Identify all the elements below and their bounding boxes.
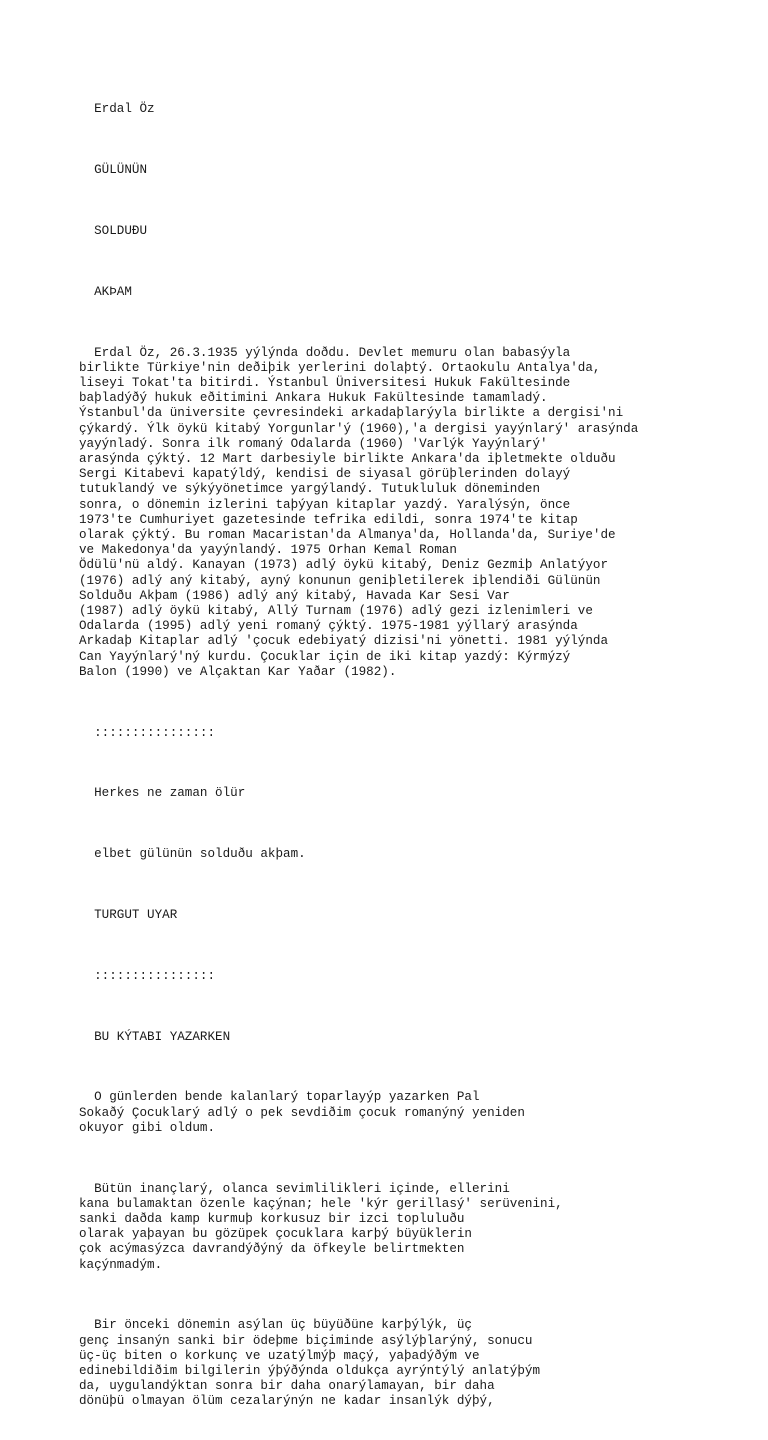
epigraph-line-1: Herkes ne zaman ölür bbox=[79, 786, 246, 801]
title-line-3: AKÞAM bbox=[79, 284, 132, 299]
author-name: Erdal Öz bbox=[79, 102, 155, 117]
title-line-1: GÜLÜNÜN bbox=[79, 163, 148, 178]
section-heading: BU KÝTABI YAZARKEN bbox=[79, 1029, 231, 1044]
author-biography: Erdal Öz, 26.3.1935 yýlýnda doðdu. Devlet memuru olan babasýyla birlikte Türkiye'nin deðiþik yerlerini dolaþtý. Ortaokulu Antalya'da, liseyi Tokat'ta bitirdi. Ýstanbul Üniversitesi Hukuk Fakültesinde baþladýðý hukuk eðitimini Ankara Hukuk Fakültesinde tamamladý. Ýstanbul'da üniversite çevresindeki arkadaþlarýyla birlikte a dergisi'ni çýkardý. Ýlk öykü kitabý Yorgunlar'ý (1960),'a dergisi yayýnlarý' arasýnda yayýnladý. Sonra ilk romaný Odalarda (1960) 'Varlýk Yayýnlarý' arasýnda çýktý. 12 Mart darbesiyle birlikte Ankara'da iþletmekte olduðu Sergi Kitabevi kapatýldý, kendisi de siyasal görüþlerinden dolayý tutuklandý ve sýkýyönetimce yargýlandý. Tutukluluk döneminden sonra, o dönemin izlerini taþýyan kitaplar yazdý. Yaralýsýn, önce 1973'te Cumhuriyet gazetesinde tefrika edildi, sonra 1974'te kitap olarak çýktý. Bu roman Macaristan'da Almanya'da, Hollanda'da, Suriye'de ve Makedonya'da yayýnlandý. 1975 Orhan Kemal Roman Ödülü'nü aldý. Kanayan (1973) adlý öykü kitabý, Deniz Gezmiþ Anlatýyor (1976) adlý aný kitabý, ayný konunun geniþletilerek iþlendiði Gülünün Solduðu Akþam (1986) adlý aný kitabý, Havada Kar Sesi Var (1987) adlý öykü kitabý, Allý Turnam (1976) adlý gezi izlenimleri ve Odalarda (1995) adlý yeni romaný çýktý. 1975-1981 yýllarý arasýnda Arkadaþ Kitaplar adlý 'çocuk edebiyatý dizisi'ni yönetti. 1981 yýlýnda Can Yayýnlarý'ný kurdu. Çocuklar için de iki kitap yazdý: Kýrmýzý Balon (1990) ve Alçaktan Kar Yaðar (1982). bbox=[79, 345, 639, 679]
title-line-2: SOLDUÐU bbox=[79, 224, 148, 238]
separator: :::::::::::::::: bbox=[79, 725, 216, 740]
body-paragraph: Bütün inançlarý, olanca sevimlilikleri içinde, ellerini kana bulamaktan özenle kaçýnan; hele 'kýr gerillasý' serüvenini, sanki daðda kamp kurmuþ korkusuz bir izci topluluðu olarak yaþayan bu gözüpek çocuklara karþý büyüklerin çok acýmasýzca davrandýðýný da öfkeyle belirtmekten kaçýnmadým. bbox=[79, 1181, 563, 1272]
document-page bbox=[79, 72, 759, 1440]
epigraph-line-2: elbet gülünün solduðu akþam. bbox=[79, 847, 306, 862]
body-paragraph: O günlerden bende kalanlarý toparlayýp yazarken Pal Sokaðý Çocuklarý adlý o pek sevdiðim çocuk romanýný yeniden okuyor gibi oldum. bbox=[79, 1090, 525, 1135]
epigraph-attribution: TURGUT UYAR bbox=[79, 908, 178, 923]
body-paragraph: Bir önceki dönemin asýlan üç büyüðüne karþýlýk, üç genç insanýn sanki bir ödeþme biçiminde asýlýþlarýný, sonucu üç-üç biten o korkunç ve uzatýlmýþ maçý, yaþadýðým ve edinebildiðim bilgilerin ýþýðýnda oldukça ayrýntýlý anlatýþým da, uygulandýktan sonra bir daha onarýlamayan, bir daha dönüþü olmayan ölüm cezalarýnýn ne kadar insanlýk dýþý, bbox=[79, 1318, 541, 1409]
separator: :::::::::::::::: bbox=[79, 968, 216, 983]
